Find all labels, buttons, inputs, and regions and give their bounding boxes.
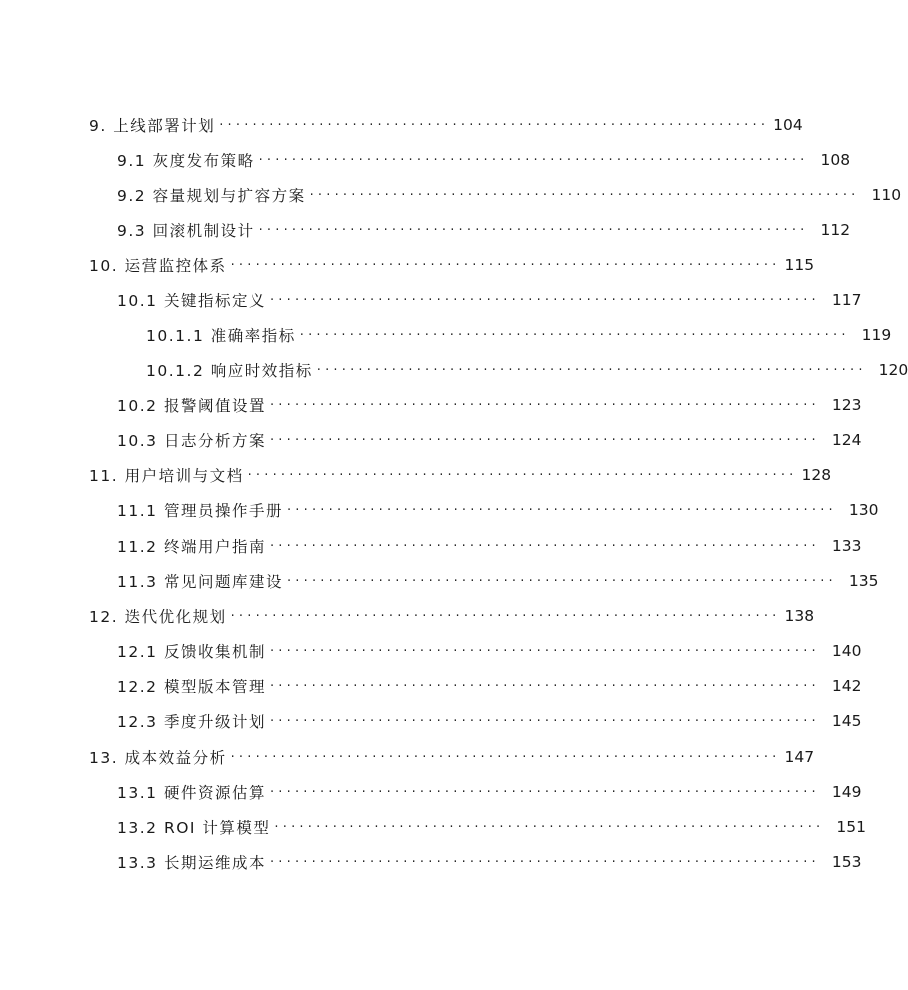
dot-leader: ·································································· — [269, 854, 820, 870]
toc-entry-page: 130 — [848, 501, 879, 519]
dot-leader: ·································································· — [269, 784, 820, 800]
dot-leader: ·································································· — [247, 467, 798, 483]
toc-entry[interactable] — [0, 425, 862, 455]
toc-entry-page: 120 — [878, 361, 908, 379]
toc-entry-page: 138 — [784, 607, 815, 625]
toc-entry-page: 110 — [871, 186, 902, 204]
toc-entry[interactable] — [0, 706, 862, 736]
toc-entry-page: 135 — [848, 572, 879, 590]
toc-entry-label: 13.3 长期运维成本 — [117, 854, 266, 872]
toc-entry[interactable] — [0, 847, 862, 877]
toc-entry-label: 12.2 模型版本管理 — [117, 678, 266, 696]
toc-entry[interactable] — [0, 145, 851, 175]
toc-entry-page: 133 — [831, 537, 862, 555]
dot-leader: ·································································· — [286, 573, 837, 589]
toc-entry-label: 9.1 灰度发布策略 — [117, 152, 255, 170]
toc-entry-label: 10.2 报警阈值设置 — [117, 397, 266, 415]
toc-entry[interactable] — [0, 601, 815, 631]
dot-leader: ·································································· — [309, 187, 860, 203]
toc-entry[interactable] — [0, 742, 815, 772]
toc-entry-label: 9. 上线部署计划 — [89, 117, 216, 135]
toc-entry[interactable] — [0, 320, 892, 350]
toc-entry[interactable] — [0, 390, 862, 420]
toc-entry-page: 108 — [820, 151, 851, 169]
dot-leader: ·································································· — [258, 222, 809, 238]
toc-entry-label: 12.1 反馈收集机制 — [117, 643, 266, 661]
toc-entry-label: 10.1 关键指标定义 — [117, 292, 266, 310]
dot-leader: ·································································· — [274, 819, 825, 835]
dot-leader: ·································································· — [230, 749, 781, 765]
toc-entry-page: 123 — [831, 396, 862, 414]
toc-entry-label: 12.3 季度升级计划 — [117, 713, 266, 731]
dot-leader: ·································································· — [269, 713, 820, 729]
toc-entry-page: 112 — [820, 221, 851, 239]
toc-entry[interactable] — [0, 636, 862, 666]
toc-entry-label: 13.1 硬件资源估算 — [117, 784, 266, 802]
toc-entry-page: 142 — [831, 677, 862, 695]
toc-entry[interactable] — [0, 355, 908, 385]
toc-entry-page: 115 — [784, 256, 815, 274]
toc-entry-label: 11.2 终端用户指南 — [117, 538, 266, 556]
dot-leader: ·································································· — [269, 538, 820, 554]
toc-entry[interactable] — [0, 460, 832, 490]
toc-entry-label: 13.2 ROI 计算模型 — [117, 819, 271, 837]
toc-entry-label: 12. 迭代优化规划 — [89, 608, 227, 626]
toc-entry[interactable] — [0, 215, 851, 245]
toc-entry-label: 9.2 容量规划与扩容方案 — [117, 187, 306, 205]
dot-leader: ·································································· — [286, 502, 837, 518]
dot-leader: ·································································· — [230, 608, 781, 624]
toc-entry-page: 117 — [831, 291, 862, 309]
toc-entry-label: 13. 成本效益分析 — [89, 749, 227, 767]
toc-entry-label: 10.1.1 准确率指标 — [146, 327, 296, 345]
toc-entry[interactable] — [0, 812, 866, 842]
toc-entry[interactable] — [0, 777, 862, 807]
toc-entry-page: 147 — [784, 748, 815, 766]
toc-entry[interactable] — [0, 531, 862, 561]
toc-entry-label: 11. 用户培训与文档 — [89, 467, 244, 485]
toc-entry[interactable] — [0, 671, 862, 701]
dot-leader: ·································································· — [269, 432, 820, 448]
dot-leader: ·································································· — [258, 152, 809, 168]
toc-entry-label: 10.1.2 响应时效指标 — [146, 362, 313, 380]
toc-entry-label: 10. 运营监控体系 — [89, 257, 227, 275]
toc-entry-page: 145 — [831, 712, 862, 730]
toc-entry[interactable] — [0, 566, 879, 596]
toc-entry-label: 10.3 日志分析方案 — [117, 432, 266, 450]
toc-entry-label: 11.1 管理员操作手册 — [117, 502, 283, 520]
dot-leader: ·································································· — [219, 117, 770, 133]
toc-entry-page: 104 — [773, 116, 803, 134]
dot-leader: ·································································· — [269, 292, 820, 308]
toc-entry-label: 9.3 回滚机制设计 — [117, 222, 255, 240]
toc-entry-page: 124 — [831, 431, 862, 449]
toc-entry[interactable] — [0, 110, 803, 140]
toc-entry-page: 151 — [836, 818, 866, 836]
toc-entry-page: 153 — [831, 853, 862, 871]
toc-entry-page: 140 — [831, 642, 862, 660]
toc-entry[interactable] — [0, 250, 815, 280]
dot-leader: ·································································· — [269, 678, 820, 694]
dot-leader: ·································································· — [299, 327, 850, 343]
toc-entry-page: 119 — [861, 326, 892, 344]
dot-leader: ·································································· — [316, 362, 867, 378]
dot-leader: ·································································· — [269, 643, 820, 659]
toc-entry-label: 11.3 常见问题库建设 — [117, 573, 283, 591]
toc-entry-page: 149 — [831, 783, 862, 801]
toc-entry[interactable] — [0, 495, 879, 525]
dot-leader: ·································································· — [230, 257, 781, 273]
dot-leader: ·································································· — [269, 397, 820, 413]
toc-entry[interactable] — [0, 285, 862, 315]
toc-entry[interactable] — [0, 180, 902, 210]
toc-entry-page: 128 — [801, 466, 832, 484]
